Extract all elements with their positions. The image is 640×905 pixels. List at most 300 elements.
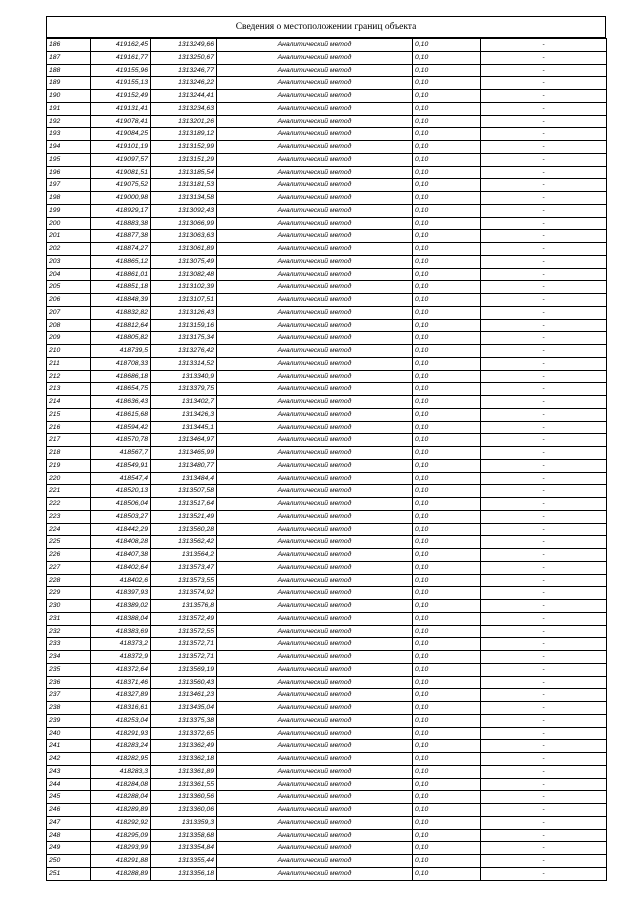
x-coordinate-cell: 418402,6 <box>91 574 151 587</box>
point-number-cell: 198 <box>47 192 91 205</box>
method-cell: Аналитический метод <box>217 408 413 421</box>
method-cell: Аналитический метод <box>217 166 413 179</box>
x-coordinate-cell: 418408,28 <box>91 536 151 549</box>
accuracy-cell: 0,10 <box>413 102 481 115</box>
description-cell: - <box>481 714 607 727</box>
x-coordinate-cell: 418389,02 <box>91 600 151 613</box>
method-cell: Аналитический метод <box>217 536 413 549</box>
description-cell: - <box>481 676 607 689</box>
y-coordinate-cell: 1313574,92 <box>151 587 217 600</box>
accuracy-cell: 0,10 <box>413 600 481 613</box>
table-row <box>47 740 607 753</box>
description-cell: - <box>481 498 607 511</box>
method-cell: Аналитический метод <box>217 319 413 332</box>
x-coordinate-cell: 418549,91 <box>91 459 151 472</box>
table-row <box>47 255 607 268</box>
description-cell: - <box>481 753 607 766</box>
table-row <box>47 39 607 52</box>
method-cell: Аналитический метод <box>217 421 413 434</box>
y-coordinate-cell: 1313314,52 <box>151 357 217 370</box>
point-number-cell: 225 <box>47 536 91 549</box>
x-coordinate-cell: 418877,38 <box>91 230 151 243</box>
point-number-cell: 203 <box>47 255 91 268</box>
accuracy-cell: 0,10 <box>413 204 481 217</box>
description-cell: - <box>481 357 607 370</box>
point-number-cell: 193 <box>47 128 91 141</box>
table-row <box>47 612 607 625</box>
accuracy-cell: 0,10 <box>413 536 481 549</box>
accuracy-cell: 0,10 <box>413 791 481 804</box>
x-coordinate-cell: 419152,49 <box>91 90 151 103</box>
point-number-cell: 236 <box>47 676 91 689</box>
x-coordinate-cell: 418686,18 <box>91 370 151 383</box>
point-number-cell: 211 <box>47 357 91 370</box>
accuracy-cell: 0,10 <box>413 523 481 536</box>
description-cell: - <box>481 612 607 625</box>
accuracy-cell: 0,10 <box>413 549 481 562</box>
point-number-cell: 249 <box>47 842 91 855</box>
description-cell: - <box>481 816 607 829</box>
y-coordinate-cell: 1313356,18 <box>151 867 217 880</box>
point-number-cell: 188 <box>47 64 91 77</box>
y-coordinate-cell: 1313572,71 <box>151 651 217 664</box>
x-coordinate-cell: 418506,04 <box>91 498 151 511</box>
description-cell: - <box>481 791 607 804</box>
x-coordinate-cell: 418291,93 <box>91 727 151 740</box>
table-row <box>47 64 607 77</box>
method-cell: Аналитический метод <box>217 115 413 128</box>
y-coordinate-cell: 1313435,04 <box>151 702 217 715</box>
x-coordinate-cell: 419101,19 <box>91 141 151 154</box>
description-cell: - <box>481 689 607 702</box>
description-cell: - <box>481 90 607 103</box>
accuracy-cell: 0,10 <box>413 166 481 179</box>
method-cell: Аналитический метод <box>217 255 413 268</box>
table-row <box>47 510 607 523</box>
y-coordinate-cell: 1313572,71 <box>151 638 217 651</box>
point-number-cell: 194 <box>47 141 91 154</box>
x-coordinate-cell: 418295,09 <box>91 829 151 842</box>
y-coordinate-cell: 1313480,77 <box>151 459 217 472</box>
y-coordinate-cell: 1313402,7 <box>151 396 217 409</box>
method-cell: Аналитический метод <box>217 753 413 766</box>
point-number-cell: 228 <box>47 574 91 587</box>
method-cell: Аналитический метод <box>217 574 413 587</box>
accuracy-cell: 0,10 <box>413 115 481 128</box>
x-coordinate-cell: 418282,95 <box>91 753 151 766</box>
x-coordinate-cell: 418288,04 <box>91 791 151 804</box>
x-coordinate-cell: 419097,57 <box>91 153 151 166</box>
description-cell: - <box>481 217 607 230</box>
y-coordinate-cell: 1313375,38 <box>151 714 217 727</box>
y-coordinate-cell: 1313464,97 <box>151 434 217 447</box>
point-number-cell: 207 <box>47 306 91 319</box>
description-cell: - <box>481 115 607 128</box>
table-row <box>47 319 607 332</box>
x-coordinate-cell: 418851,18 <box>91 281 151 294</box>
y-coordinate-cell: 1313445,1 <box>151 421 217 434</box>
table-row <box>47 549 607 562</box>
y-coordinate-cell: 1313359,3 <box>151 816 217 829</box>
y-coordinate-cell: 1313102,39 <box>151 281 217 294</box>
y-coordinate-cell: 1313569,19 <box>151 663 217 676</box>
boundary-coordinates-table <box>46 38 607 881</box>
table-row <box>47 217 607 230</box>
description-cell: - <box>481 141 607 154</box>
y-coordinate-cell: 1313362,18 <box>151 753 217 766</box>
accuracy-cell: 0,10 <box>413 714 481 727</box>
method-cell: Аналитический метод <box>217 804 413 817</box>
description-cell: - <box>481 434 607 447</box>
description-cell: - <box>481 204 607 217</box>
x-coordinate-cell: 418288,89 <box>91 867 151 880</box>
point-number-cell: 208 <box>47 319 91 332</box>
description-cell: - <box>481 294 607 307</box>
accuracy-cell: 0,10 <box>413 485 481 498</box>
description-cell: - <box>481 510 607 523</box>
x-coordinate-cell: 418739,5 <box>91 345 151 358</box>
table-row <box>47 791 607 804</box>
table-row <box>47 867 607 880</box>
point-number-cell: 231 <box>47 612 91 625</box>
description-cell: - <box>481 587 607 600</box>
x-coordinate-cell: 418373,2 <box>91 638 151 651</box>
accuracy-cell: 0,10 <box>413 192 481 205</box>
table-row <box>47 447 607 460</box>
accuracy-cell: 0,10 <box>413 383 481 396</box>
method-cell: Аналитический метод <box>217 587 413 600</box>
x-coordinate-cell: 418442,29 <box>91 523 151 536</box>
table-row <box>47 536 607 549</box>
x-coordinate-cell: 418371,46 <box>91 676 151 689</box>
point-number-cell: 221 <box>47 485 91 498</box>
description-cell: - <box>481 179 607 192</box>
x-coordinate-cell: 419161,77 <box>91 51 151 64</box>
y-coordinate-cell: 1313355,44 <box>151 855 217 868</box>
x-coordinate-cell: 418570,78 <box>91 434 151 447</box>
point-number-cell: 189 <box>47 77 91 90</box>
table-row <box>47 523 607 536</box>
description-cell: - <box>481 255 607 268</box>
method-cell: Аналитический метод <box>217 638 413 651</box>
accuracy-cell: 0,10 <box>413 357 481 370</box>
accuracy-cell: 0,10 <box>413 255 481 268</box>
x-coordinate-cell: 418615,68 <box>91 408 151 421</box>
y-coordinate-cell: 1313362,49 <box>151 740 217 753</box>
x-coordinate-cell: 418253,04 <box>91 714 151 727</box>
method-cell: Аналитический метод <box>217 714 413 727</box>
method-cell: Аналитический метод <box>217 357 413 370</box>
table-row <box>47 51 607 64</box>
y-coordinate-cell: 1313572,55 <box>151 625 217 638</box>
method-cell: Аналитический метод <box>217 510 413 523</box>
accuracy-cell: 0,10 <box>413 702 481 715</box>
accuracy-cell: 0,10 <box>413 306 481 319</box>
accuracy-cell: 0,10 <box>413 345 481 358</box>
method-cell: Аналитический метод <box>217 765 413 778</box>
description-cell: - <box>481 600 607 613</box>
description-cell: - <box>481 51 607 64</box>
y-coordinate-cell: 1313201,26 <box>151 115 217 128</box>
description-cell: - <box>481 485 607 498</box>
method-cell: Аналитический метод <box>217 294 413 307</box>
point-number-cell: 219 <box>47 459 91 472</box>
table-row <box>47 651 607 664</box>
method-cell: Аналитический метод <box>217 625 413 638</box>
table-row <box>47 816 607 829</box>
y-coordinate-cell: 1313340,9 <box>151 370 217 383</box>
accuracy-cell: 0,10 <box>413 90 481 103</box>
point-number-cell: 246 <box>47 804 91 817</box>
page-title <box>46 16 606 38</box>
description-cell: - <box>481 166 607 179</box>
table-row <box>47 77 607 90</box>
method-cell: Аналитический метод <box>217 204 413 217</box>
accuracy-cell: 0,10 <box>413 396 481 409</box>
x-coordinate-cell: 419000,98 <box>91 192 151 205</box>
method-cell: Аналитический метод <box>217 498 413 511</box>
method-cell: Аналитический метод <box>217 77 413 90</box>
x-coordinate-cell: 418865,12 <box>91 255 151 268</box>
description-cell: - <box>481 281 607 294</box>
accuracy-cell: 0,10 <box>413 217 481 230</box>
x-coordinate-cell: 418812,64 <box>91 319 151 332</box>
x-coordinate-cell: 418388,04 <box>91 612 151 625</box>
table-row <box>47 574 607 587</box>
accuracy-cell: 0,10 <box>413 510 481 523</box>
description-cell: - <box>481 804 607 817</box>
description-cell: - <box>481 396 607 409</box>
table-row <box>47 689 607 702</box>
method-cell: Аналитический метод <box>217 128 413 141</box>
table-row <box>47 128 607 141</box>
table-row <box>47 408 607 421</box>
description-cell: - <box>481 319 607 332</box>
x-coordinate-cell: 418567,7 <box>91 447 151 460</box>
accuracy-cell: 0,10 <box>413 816 481 829</box>
x-coordinate-cell: 418805,82 <box>91 332 151 345</box>
point-number-cell: 210 <box>47 345 91 358</box>
table-row <box>47 778 607 791</box>
description-cell: - <box>481 459 607 472</box>
x-coordinate-cell: 418372,64 <box>91 663 151 676</box>
x-coordinate-cell: 418874,27 <box>91 243 151 256</box>
point-number-cell: 224 <box>47 523 91 536</box>
point-number-cell: 227 <box>47 561 91 574</box>
description-cell: - <box>481 243 607 256</box>
table-row <box>47 268 607 281</box>
method-cell: Аналитический метод <box>217 676 413 689</box>
method-cell: Аналитический метод <box>217 778 413 791</box>
y-coordinate-cell: 1313372,65 <box>151 727 217 740</box>
method-cell: Аналитический метод <box>217 791 413 804</box>
y-coordinate-cell: 1313063,63 <box>151 230 217 243</box>
point-number-cell: 187 <box>47 51 91 64</box>
point-number-cell: 215 <box>47 408 91 421</box>
y-coordinate-cell: 1313246,22 <box>151 77 217 90</box>
description-cell: - <box>481 268 607 281</box>
point-number-cell: 245 <box>47 791 91 804</box>
y-coordinate-cell: 1313134,58 <box>151 192 217 205</box>
method-cell: Аналитический метод <box>217 383 413 396</box>
accuracy-cell: 0,10 <box>413 676 481 689</box>
method-cell: Аналитический метод <box>217 332 413 345</box>
accuracy-cell: 0,10 <box>413 51 481 64</box>
accuracy-cell: 0,10 <box>413 740 481 753</box>
accuracy-cell: 0,10 <box>413 408 481 421</box>
description-cell: - <box>481 370 607 383</box>
table-row <box>47 714 607 727</box>
x-coordinate-cell: 418316,61 <box>91 702 151 715</box>
accuracy-cell: 0,10 <box>413 370 481 383</box>
accuracy-cell: 0,10 <box>413 651 481 664</box>
accuracy-cell: 0,10 <box>413 153 481 166</box>
y-coordinate-cell: 1313507,58 <box>151 485 217 498</box>
y-coordinate-cell: 1313152,99 <box>151 141 217 154</box>
table-row <box>47 842 607 855</box>
method-cell: Аналитический метод <box>217 829 413 842</box>
table-row <box>47 829 607 842</box>
accuracy-cell: 0,10 <box>413 574 481 587</box>
y-coordinate-cell: 1313573,55 <box>151 574 217 587</box>
point-number-cell: 197 <box>47 179 91 192</box>
description-cell: - <box>481 702 607 715</box>
method-cell: Аналитический метод <box>217 689 413 702</box>
table-row <box>47 294 607 307</box>
description-cell: - <box>481 64 607 77</box>
description-cell: - <box>481 778 607 791</box>
accuracy-cell: 0,10 <box>413 268 481 281</box>
accuracy-cell: 0,10 <box>413 332 481 345</box>
y-coordinate-cell: 1313461,23 <box>151 689 217 702</box>
y-coordinate-cell: 1313361,55 <box>151 778 217 791</box>
accuracy-cell: 0,10 <box>413 829 481 842</box>
point-number-cell: 234 <box>47 651 91 664</box>
y-coordinate-cell: 1313379,75 <box>151 383 217 396</box>
description-cell: - <box>481 727 607 740</box>
method-cell: Аналитический метод <box>217 702 413 715</box>
table-body <box>47 39 607 881</box>
point-number-cell: 213 <box>47 383 91 396</box>
point-number-cell: 248 <box>47 829 91 842</box>
x-coordinate-cell: 418861,01 <box>91 268 151 281</box>
method-cell: Аналитический метод <box>217 39 413 52</box>
method-cell: Аналитический метод <box>217 523 413 536</box>
table-row <box>47 357 607 370</box>
method-cell: Аналитический метод <box>217 727 413 740</box>
table-row <box>47 434 607 447</box>
method-cell: Аналитический метод <box>217 447 413 460</box>
x-coordinate-cell: 418848,39 <box>91 294 151 307</box>
point-number-cell: 232 <box>47 625 91 638</box>
y-coordinate-cell: 1313517,64 <box>151 498 217 511</box>
x-coordinate-cell: 418283,3 <box>91 765 151 778</box>
y-coordinate-cell: 1313066,99 <box>151 217 217 230</box>
x-coordinate-cell: 419162,45 <box>91 39 151 52</box>
point-number-cell: 214 <box>47 396 91 409</box>
point-number-cell: 222 <box>47 498 91 511</box>
x-coordinate-cell: 418291,88 <box>91 855 151 868</box>
point-number-cell: 200 <box>47 217 91 230</box>
method-cell: Аналитический метод <box>217 816 413 829</box>
x-coordinate-cell: 418594,42 <box>91 421 151 434</box>
page-title-text: Сведения о местоположении границ объекта <box>235 22 417 32</box>
table-row <box>47 676 607 689</box>
description-cell: - <box>481 842 607 855</box>
accuracy-cell: 0,10 <box>413 804 481 817</box>
point-number-cell: 209 <box>47 332 91 345</box>
y-coordinate-cell: 1313126,43 <box>151 306 217 319</box>
method-cell: Аналитический метод <box>217 370 413 383</box>
accuracy-cell: 0,10 <box>413 867 481 880</box>
point-number-cell: 216 <box>47 421 91 434</box>
x-coordinate-cell: 418520,13 <box>91 485 151 498</box>
point-number-cell: 239 <box>47 714 91 727</box>
accuracy-cell: 0,10 <box>413 561 481 574</box>
x-coordinate-cell: 418293,99 <box>91 842 151 855</box>
x-coordinate-cell: 419155,13 <box>91 77 151 90</box>
y-coordinate-cell: 1313358,68 <box>151 829 217 842</box>
accuracy-cell: 0,10 <box>413 179 481 192</box>
point-number-cell: 201 <box>47 230 91 243</box>
accuracy-cell: 0,10 <box>413 64 481 77</box>
y-coordinate-cell: 1313484,4 <box>151 472 217 485</box>
description-cell: - <box>481 332 607 345</box>
y-coordinate-cell: 1313576,8 <box>151 600 217 613</box>
point-number-cell: 218 <box>47 447 91 460</box>
y-coordinate-cell: 1313250,67 <box>151 51 217 64</box>
x-coordinate-cell: 419081,51 <box>91 166 151 179</box>
table-row <box>47 498 607 511</box>
accuracy-cell: 0,10 <box>413 434 481 447</box>
x-coordinate-cell: 418929,17 <box>91 204 151 217</box>
table-row <box>47 383 607 396</box>
method-cell: Аналитический метод <box>217 472 413 485</box>
y-coordinate-cell: 1313521,49 <box>151 510 217 523</box>
table-row <box>47 561 607 574</box>
table-row <box>47 459 607 472</box>
accuracy-cell: 0,10 <box>413 638 481 651</box>
x-coordinate-cell: 418397,93 <box>91 587 151 600</box>
point-number-cell: 237 <box>47 689 91 702</box>
table-row <box>47 727 607 740</box>
x-coordinate-cell: 418407,38 <box>91 549 151 562</box>
x-coordinate-cell: 418372,9 <box>91 651 151 664</box>
x-coordinate-cell: 418654,75 <box>91 383 151 396</box>
x-coordinate-cell: 418832,82 <box>91 306 151 319</box>
method-cell: Аналитический метод <box>217 306 413 319</box>
accuracy-cell: 0,10 <box>413 587 481 600</box>
method-cell: Аналитический метод <box>217 64 413 77</box>
x-coordinate-cell: 418284,08 <box>91 778 151 791</box>
accuracy-cell: 0,10 <box>413 689 481 702</box>
point-number-cell: 212 <box>47 370 91 383</box>
table-row <box>47 600 607 613</box>
y-coordinate-cell: 1313572,49 <box>151 612 217 625</box>
x-coordinate-cell: 418708,33 <box>91 357 151 370</box>
x-coordinate-cell: 419075,52 <box>91 179 151 192</box>
method-cell: Аналитический метод <box>217 179 413 192</box>
accuracy-cell: 0,10 <box>413 855 481 868</box>
table-row <box>47 587 607 600</box>
description-cell: - <box>481 345 607 358</box>
description-cell: - <box>481 306 607 319</box>
x-coordinate-cell: 419155,96 <box>91 64 151 77</box>
table-row <box>47 396 607 409</box>
description-cell: - <box>481 408 607 421</box>
table-row <box>47 625 607 638</box>
method-cell: Аналитический метод <box>217 561 413 574</box>
